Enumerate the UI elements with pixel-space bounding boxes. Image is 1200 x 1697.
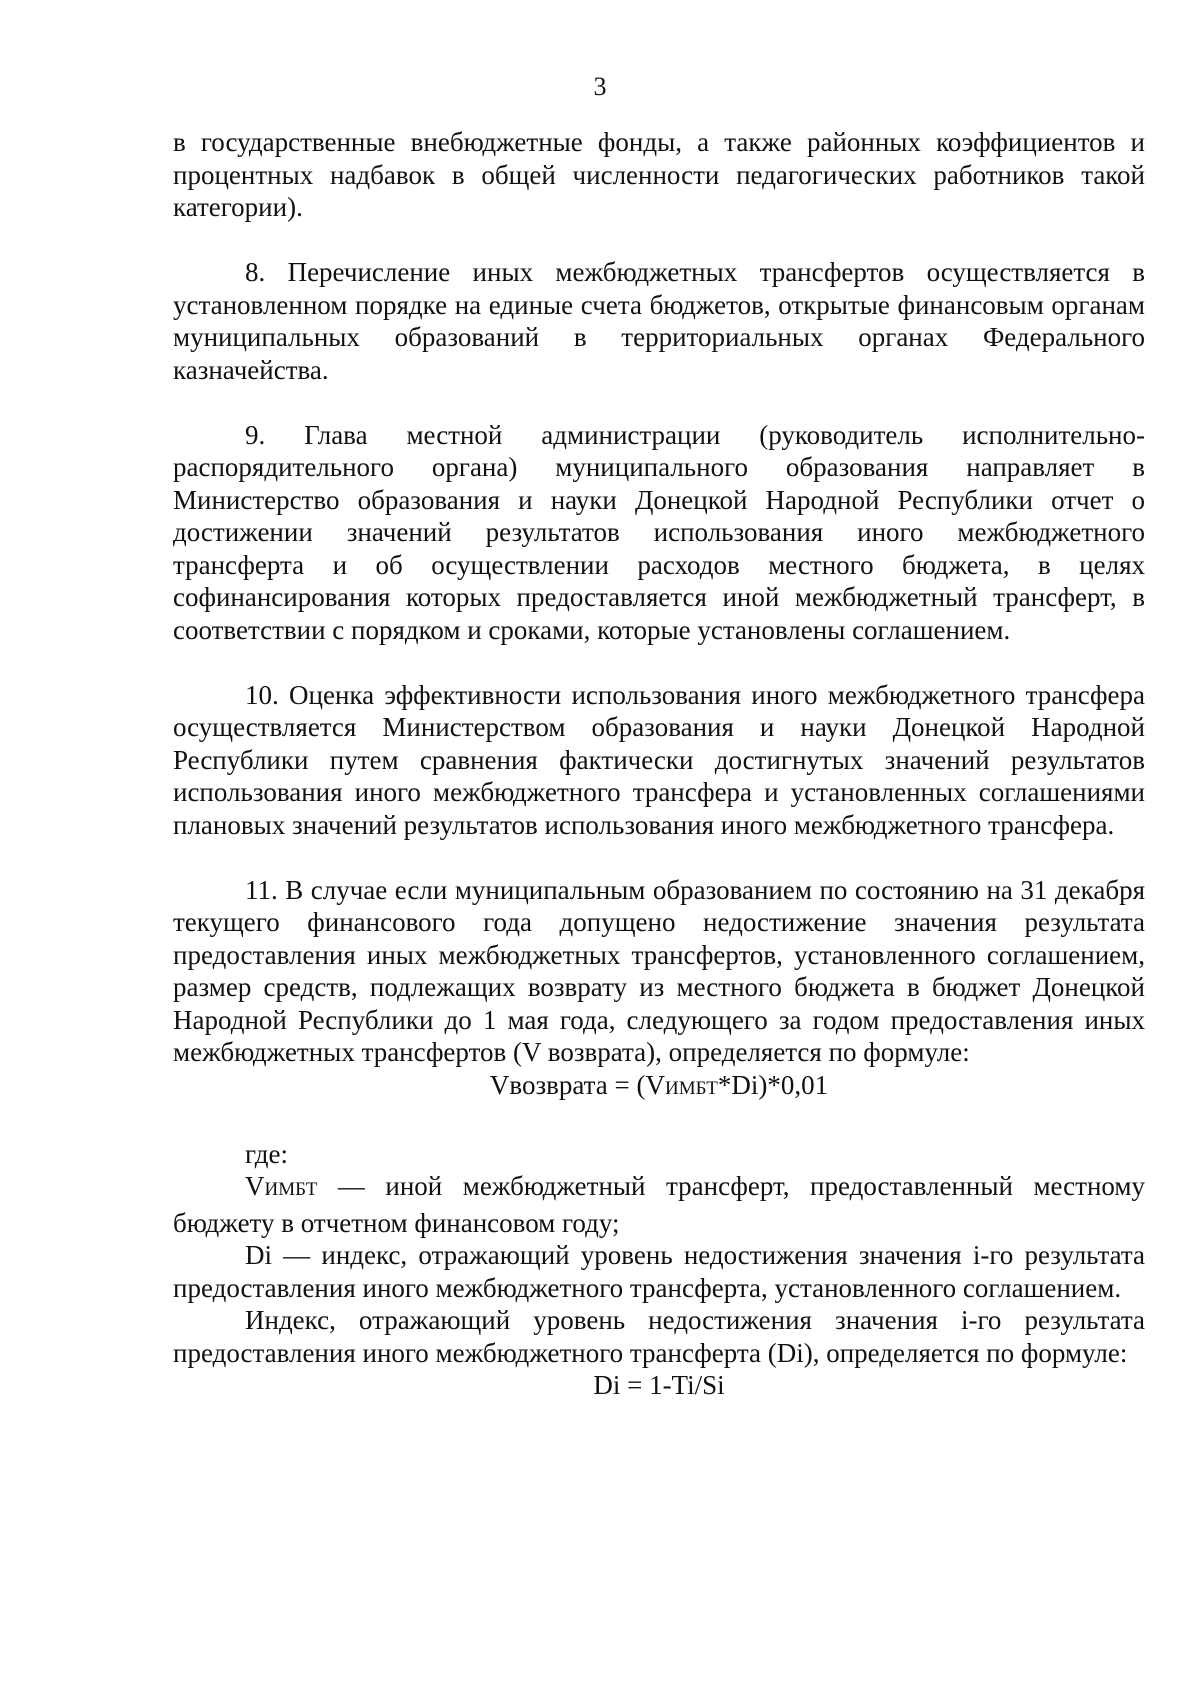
definition-v-symbol: V xyxy=(245,1171,265,1201)
document-body xyxy=(173,126,1145,1402)
formula-refund-rhs: *Di)*0,01 xyxy=(717,1069,829,1100)
paragraph-10: 10. Оценка эффективности использования иного межбюджетного трансфера осуществляется Министерством образования и науки Донецкой Народной Республики путем сравнения фактически достигнутых значений результатов использования иного межбюджетного трансфера и установленных соглашениями плановых значений результатов использования иного межбюджетного трансфера. xyxy=(173,679,1145,840)
where-label: где: xyxy=(245,1138,288,1169)
page-number: 3 xyxy=(593,72,607,101)
formula-refund xyxy=(173,1069,1145,1106)
definition-di: Di — индекс, отражающий уровень недостижения значения i-го результата предоставления иного межбюджетного трансферта, установленного соглашением. xyxy=(173,1240,1145,1303)
definition-v-subscript: ИМБТ xyxy=(264,1179,318,1200)
definition-v-imbt xyxy=(173,1170,1145,1239)
index-paragraph: Индекс, отражающий уровень недостижения значения i-го результата предоставления иного межбюджетного трансферта (Di), определяется по формуле: xyxy=(173,1305,1145,1368)
paragraph-11: 11. В случае если муниципальным образованием по состоянию на 31 декабря текущего финансового года допущено недостижение значения результата предоставления иных межбюджетных трансфертов, установленного соглашением, размер средств, подлежащих возврату из местного бюджета в бюджет Донецкой Народной Республики до 1 мая года, следующего за годом предоставления иных межбюджетных трансфертов (V возврата), определяется по формуле: xyxy=(173,874,1145,1067)
paragraph-8: 8. Перечисление иных межбюджетных трансфертов осуществляется в установленном порядке на единые счета бюджетов, открытые финансовым органам муниципальных образований в территориальных органах Федерального казначейства. xyxy=(173,257,1145,385)
paragraph-9: 9. Глава местной администрации (руководитель исполнительно-распорядительного органа) муниципального образования направляет в Министерство образования и науки Донецкой Народной Республики отчет о достижении значений результатов использования иного межбюджетного трансферта и об осуществлении расходов местного бюджета, в целях софинансирования которых предоставляется иной межбюджетный трансферт, в соответствии с порядком и сроками, которые установлены соглашением. xyxy=(173,419,1145,645)
paragraph-7-continuation: в государственные внебюджетные фонды, а также районных коэффициентов и процентных надбавок в общей численности педагогических работников такой категории). xyxy=(173,127,1145,222)
formula-refund-lhs: Vвозврата = (V xyxy=(489,1069,665,1100)
formula-refund-subscript: ИМБТ xyxy=(664,1077,718,1099)
formula-index: Di = 1-Ti/Si xyxy=(593,1370,725,1400)
definition-v-text: — иной межбюджетный трансферт, предоставленный местному бюджету в отчетном финансовом году; xyxy=(173,1171,1145,1238)
